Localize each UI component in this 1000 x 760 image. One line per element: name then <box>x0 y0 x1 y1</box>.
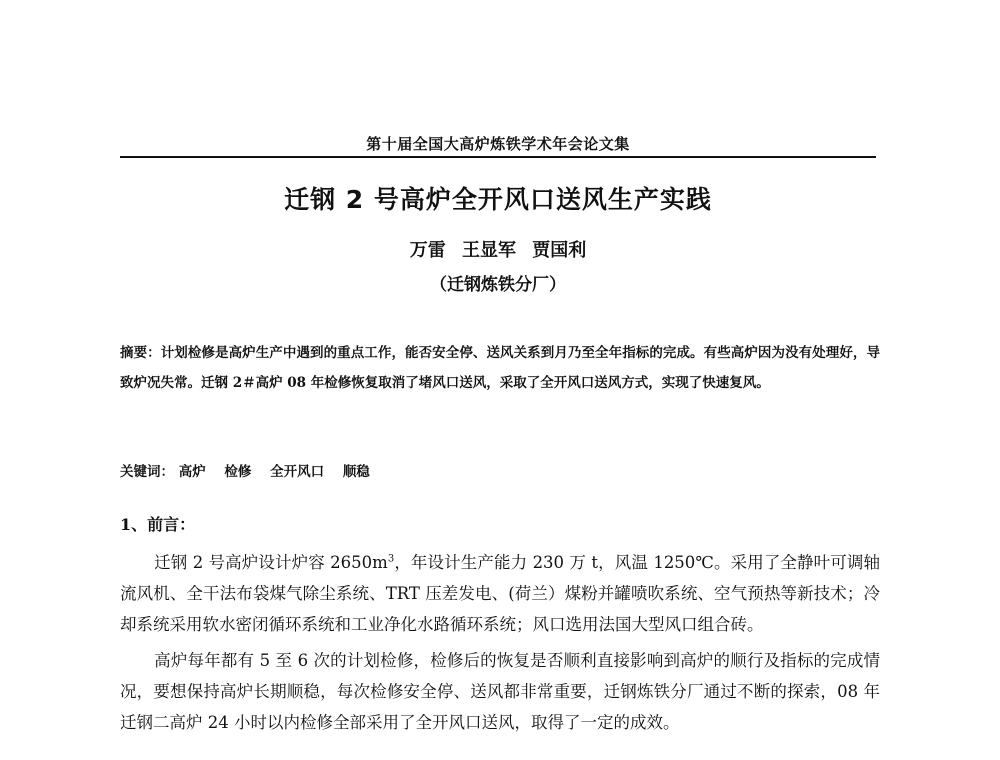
author: 王显军 <box>462 240 516 261</box>
header-rule <box>120 156 876 158</box>
keyword: 全开风口 <box>270 464 325 480</box>
keywords-label: 关键词： <box>120 464 174 480</box>
affiliation: （迁钢炼铁分厂） <box>430 275 566 295</box>
keywords <box>120 460 880 480</box>
author: 贾国利 <box>532 240 587 261</box>
abstract <box>120 338 880 398</box>
keyword: 高炉 <box>178 464 206 480</box>
author: 万雷 <box>409 240 446 261</box>
paper-title: 迁钢 2 号高炉全开风口送风生产实践 <box>284 185 712 214</box>
paragraph-text: 迁钢 2 号高炉设计炉容 2650m <box>154 553 388 572</box>
body-paragraph <box>120 645 880 738</box>
section-heading: 1、前言： <box>120 515 196 534</box>
superscript: 3 <box>387 553 395 565</box>
abstract-text: 计划检修是高炉生产中遇到的重点工作，能否安全停、送风关系到月乃至全年指标的完成。有些高炉因为没有处理好，导致炉况失常。迁钢 2＃高炉 08 年检修恢复取消了堵风口送风，采取了全开风口送风方式，实现了快速复风。 <box>120 345 880 391</box>
author-list <box>120 236 876 262</box>
paragraph-text: 高炉每年都有 5 至 6 次的计划检修，检修后的恢复是否顺利直接影响到高炉的顺行及指标的完成情况，要想保持高炉长期顺稳，每次检修安全停、送风都非常重要，迁钢炼铁分厂通过不断的探索，08 年迁钢二高炉 24 小时以内检修全部采用了全开风口送风，取得了一定的成效。 <box>120 651 880 732</box>
running-head: 第十届全国大高炉炼铁学术年会论文集 <box>366 135 630 153</box>
body-paragraph <box>120 547 880 640</box>
keyword: 检修 <box>224 464 252 480</box>
keyword: 顺稳 <box>342 464 370 480</box>
abstract-label: 摘要： <box>120 345 161 361</box>
paragraph-text: ，年设计生产能力 230 万 t，风温 1250℃。采用了全静叶可调轴流风机、全干法布袋煤气除尘系统、TRT 压差发电、(荷兰）煤粉并罐喷吹系统、空气预热等新技术；冷却系统采用软水密闭循环系统和工业净化水路循环系统；风口选用法国大型风口组合砖。 <box>120 553 880 634</box>
